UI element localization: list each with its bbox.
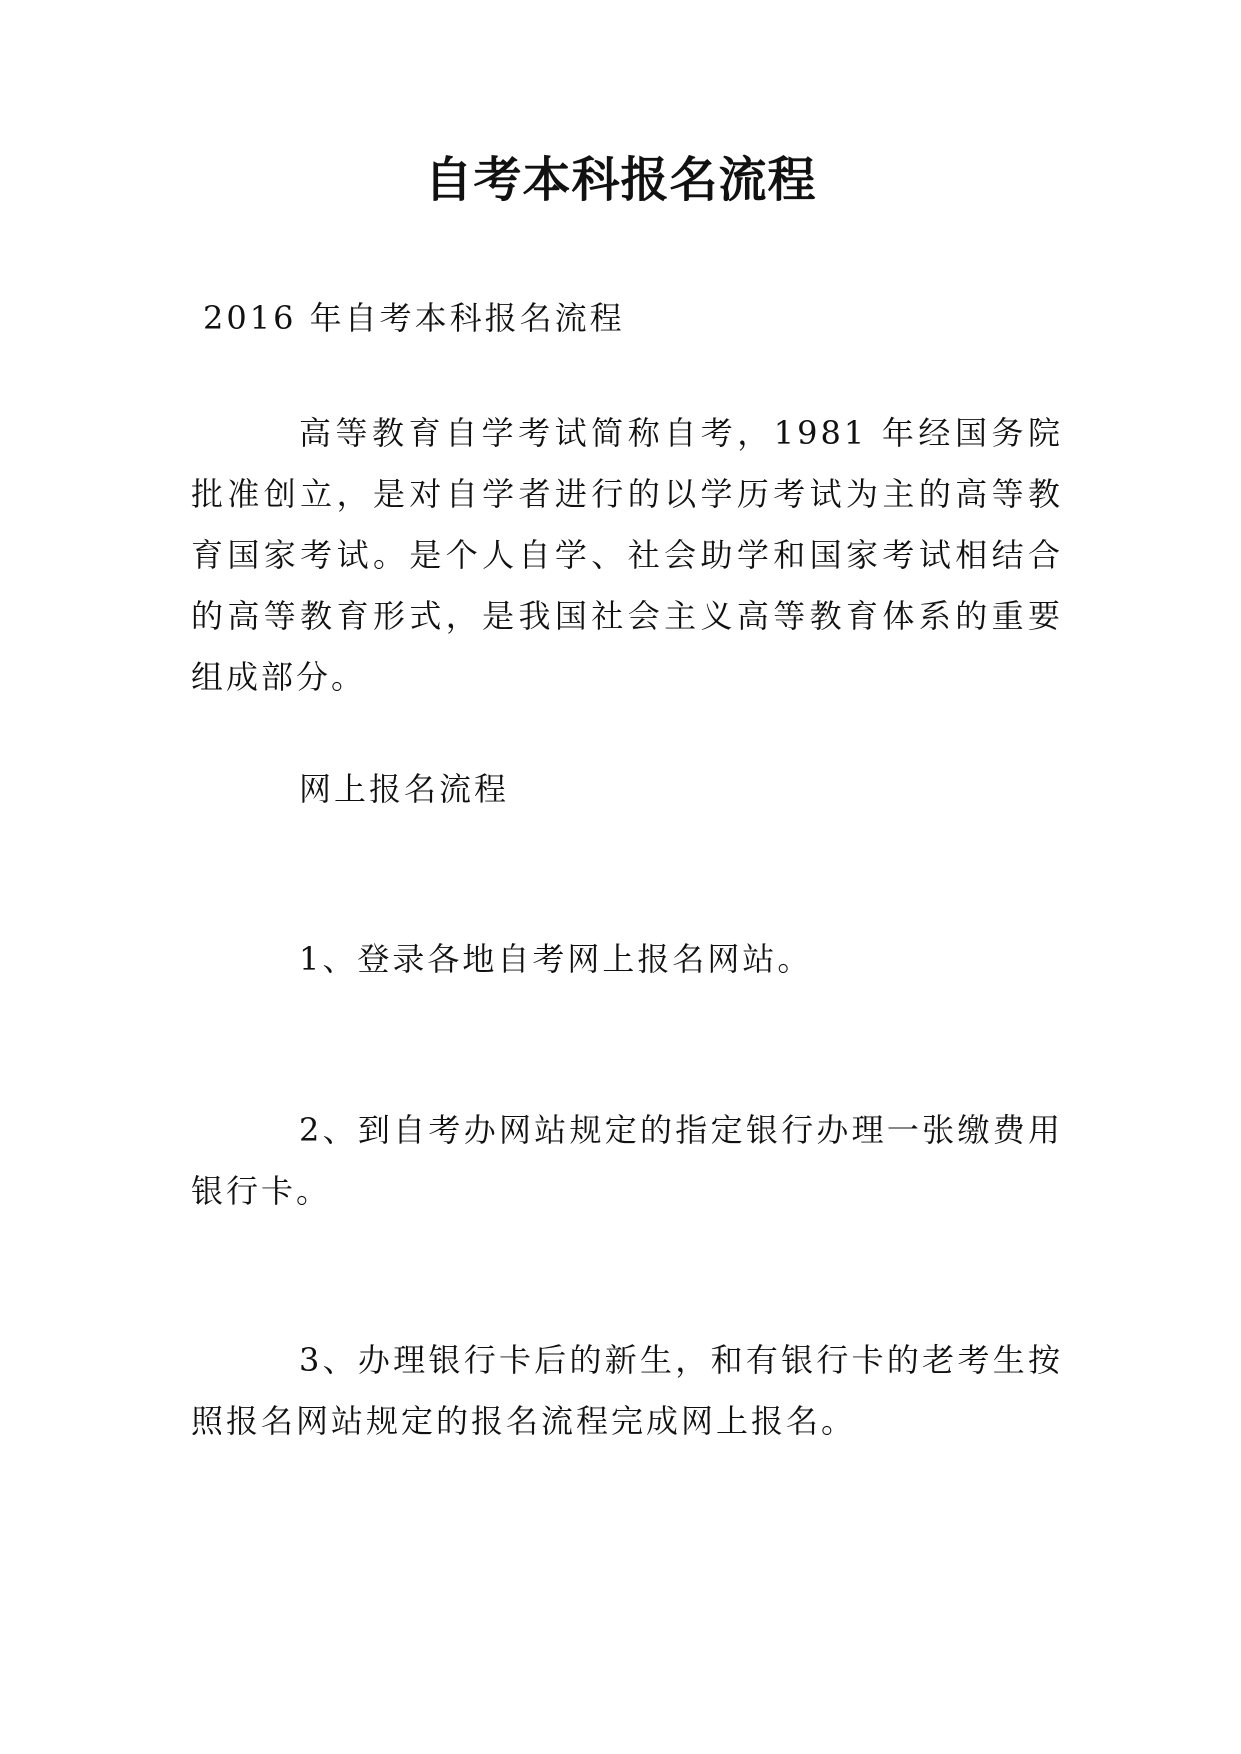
- intro-paragraph: 高等教育自学考试简称自考，1981 年经国务院批准创立，是对自学者进行的以学历考试为主的高等教育国家考试。是个人自学、社会助学和国家考试相结合的高等教育形式，是我国社会主义高等教育体系的重要组成部分。: [191, 414, 1063, 696]
- step-1-paragraph: 1、登录各地自考网上报名网站。: [299, 940, 813, 978]
- document-subtitle: 2016 年自考本科报名流程: [203, 299, 625, 337]
- step-2-paragraph: 2、到自考办网站规定的指定银行办理一张缴费用银行卡。: [191, 1111, 1063, 1210]
- online-registration-heading: 网上报名流程: [299, 770, 510, 808]
- step-3-paragraph: 3、办理银行卡后的新生，和有银行卡的老考生按照报名网站规定的报名流程完成网上报名。: [191, 1341, 1063, 1440]
- document-title: 自考本科报名流程: [424, 152, 817, 208]
